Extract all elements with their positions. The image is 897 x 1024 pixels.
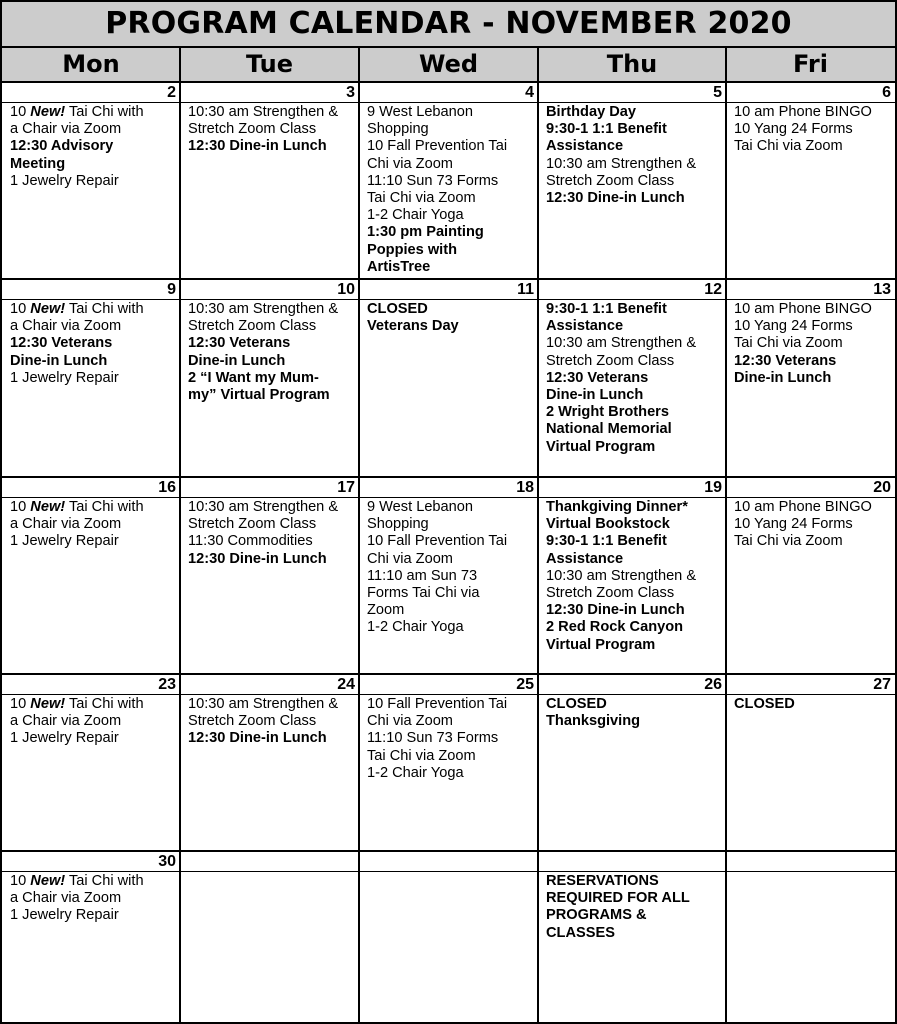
day-number — [538, 852, 726, 872]
event-list — [546, 104, 724, 207]
event-time: 10 — [10, 696, 31, 712]
event-line: 1 Jewelry Repair — [10, 172, 119, 189]
day-cell — [538, 280, 726, 476]
day-cell — [726, 280, 895, 476]
event-line: Thanksgiving — [546, 713, 641, 730]
event-line: 12:30 Dine-in Lunch — [188, 550, 327, 567]
event-line: 12:30 Dine-in Lunch — [546, 602, 685, 619]
event-line: a Chair via Zoom — [10, 121, 122, 138]
event-line: Dine-in Lunch — [10, 352, 108, 369]
day-cell — [538, 852, 726, 1022]
event-line: 12:30 Dine-in Lunch — [188, 730, 327, 747]
event-line: 10:30 am Strengthen & — [546, 567, 697, 584]
day-number: 2 — [2, 83, 180, 103]
day-number: 6 — [726, 83, 895, 103]
event-line: 10 Fall Prevention Tai — [367, 138, 508, 155]
event-list — [188, 301, 357, 404]
event-line: Chi via Zoom — [367, 155, 453, 172]
day-number — [359, 852, 538, 872]
event-line: Tai Chi via Zoom — [367, 747, 476, 764]
column-divider — [725, 48, 727, 1024]
event-line: ArtisTree — [367, 258, 431, 275]
event-line: 10 Fall Prevention Tai — [367, 533, 508, 550]
new-badge: New! — [30, 104, 66, 120]
day-cell — [2, 852, 180, 1022]
event-line: 10:30 am Strengthen & — [188, 499, 339, 515]
event-line: 1:30 pm Painting — [367, 224, 484, 241]
day-cell — [180, 852, 359, 1022]
event-line: 10:30 am Strengthen & — [188, 104, 339, 120]
event-time: 10 — [10, 873, 31, 889]
event-line: 9:30-1 1:1 Benefit — [546, 533, 667, 550]
event-line: 12:30 Dine-in Lunch — [546, 190, 685, 207]
event-line: 12:30 Veterans — [188, 335, 291, 352]
event-line: National Memorial — [546, 421, 672, 438]
event-line: Thankgiving Dinner* — [546, 499, 688, 515]
day-cell — [359, 280, 538, 476]
event-line: 12:30 Veterans — [734, 352, 837, 369]
event-line: Dine-in Lunch — [188, 352, 286, 369]
event-line: Stretch Zoom Class — [188, 318, 317, 335]
day-number: 20 — [726, 478, 895, 498]
event-line: Stretch Zoom Class — [188, 516, 317, 533]
event-line: 10 am Phone BINGO — [734, 104, 872, 120]
event-time: 10 — [10, 301, 31, 317]
event-list — [367, 301, 536, 335]
day-number: 9 — [2, 280, 180, 300]
event-list — [734, 499, 893, 551]
event-line: 1-2 Chair Yoga — [367, 764, 464, 781]
event-list — [188, 696, 357, 748]
event-line: Veterans Day — [367, 318, 459, 335]
event-text: Tai Chi with — [65, 104, 144, 120]
event-line: 10:30 am Strengthen & — [546, 335, 697, 352]
day-header-mon: Mon — [2, 48, 180, 83]
event-line: 11:10 Sun 73 Forms — [367, 730, 499, 747]
day-cell — [359, 675, 538, 850]
event-line: 12:30 Advisory — [10, 138, 114, 155]
day-number: 4 — [359, 83, 538, 103]
day-cell — [538, 675, 726, 850]
event-line: a Chair via Zoom — [10, 890, 122, 907]
event-list — [10, 873, 178, 925]
day-cell — [2, 675, 180, 850]
event-line: PROGRAMS & — [546, 907, 647, 924]
event-list — [367, 499, 536, 637]
event-line: 10:30 am Strengthen & — [188, 301, 339, 317]
event-line: a Chair via Zoom — [10, 713, 122, 730]
event-text: Tai Chi with — [65, 301, 144, 317]
day-cell — [2, 478, 180, 673]
event-list — [10, 104, 178, 190]
event-line: 2 Red Rock Canyon — [546, 619, 684, 636]
column-divider — [537, 48, 539, 1024]
event-line: 2 “I Want my Mum- — [188, 369, 319, 386]
day-number: 27 — [726, 675, 895, 695]
event-time: 10 — [10, 104, 31, 120]
event-list — [546, 499, 724, 654]
event-line: Virtual Bookstock — [546, 516, 670, 533]
day-number — [180, 852, 359, 872]
day-cell — [726, 478, 895, 673]
event-line: 10 Yang 24 Forms — [734, 121, 853, 138]
event-line: 12:30 Dine-in Lunch — [188, 138, 327, 155]
event-line: 9 West Lebanon — [367, 499, 474, 515]
new-badge: New! — [30, 696, 66, 712]
event-line: Virtual Program — [546, 438, 656, 455]
event-list — [546, 873, 724, 942]
event-line: Forms Tai Chi via — [367, 585, 480, 602]
event-list — [188, 499, 357, 568]
event-line: 10 Yang 24 Forms — [734, 516, 853, 533]
event-line: Tai Chi via Zoom — [734, 533, 843, 550]
row-divider — [2, 673, 895, 675]
day-cell — [180, 280, 359, 476]
day-cell — [726, 852, 895, 1022]
event-list — [367, 696, 536, 782]
day-cell — [538, 83, 726, 278]
event-line — [10, 696, 178, 713]
event-line: 2 Wright Brothers — [546, 404, 669, 421]
day-header-thu: Thu — [538, 48, 726, 83]
day-cell — [359, 478, 538, 673]
event-time: 10 — [10, 499, 31, 515]
event-line: Meeting — [10, 155, 66, 172]
event-line: Stretch Zoom Class — [546, 172, 675, 189]
row-divider — [2, 81, 895, 83]
day-number: 19 — [538, 478, 726, 498]
event-list — [367, 104, 536, 276]
event-line: CLOSED — [734, 696, 795, 712]
event-line: my” Virtual Program — [188, 387, 330, 404]
event-text: Tai Chi with — [65, 499, 144, 515]
day-cell — [726, 675, 895, 850]
event-list — [734, 696, 893, 713]
new-badge: New! — [30, 301, 66, 317]
event-line — [10, 301, 178, 318]
event-line — [10, 499, 178, 516]
day-cell — [538, 478, 726, 673]
event-line: Shopping — [367, 121, 429, 138]
event-line: 1 Jewelry Repair — [10, 907, 119, 924]
event-line: CLOSED — [546, 696, 607, 712]
event-line: Chi via Zoom — [367, 713, 453, 730]
event-list — [10, 696, 178, 748]
event-text: Tai Chi with — [65, 696, 144, 712]
event-list — [10, 301, 178, 387]
event-line: Poppies with — [367, 241, 457, 258]
event-list — [734, 301, 893, 387]
event-line: Tai Chi via Zoom — [367, 190, 476, 207]
event-line: 11:10 Sun 73 Forms — [367, 172, 499, 189]
calendar-title: PROGRAM CALENDAR - NOVEMBER 2020 — [2, 2, 895, 48]
event-line: Stretch Zoom Class — [188, 121, 317, 138]
event-list — [546, 301, 724, 456]
event-line: Birthday Day — [546, 104, 637, 120]
event-line: REQUIRED FOR ALL — [546, 890, 690, 907]
event-line: a Chair via Zoom — [10, 516, 122, 533]
day-number: 5 — [538, 83, 726, 103]
row-divider — [2, 278, 895, 280]
event-line: 10 am Phone BINGO — [734, 499, 872, 515]
day-number: 17 — [180, 478, 359, 498]
event-line: 9:30-1 1:1 Benefit — [546, 301, 667, 317]
day-number: 26 — [538, 675, 726, 695]
event-line: Stretch Zoom Class — [546, 585, 675, 602]
day-number: 30 — [2, 852, 180, 872]
event-line: CLOSED — [367, 301, 428, 317]
event-line: Shopping — [367, 516, 429, 533]
event-line: 11:30 Commodities — [188, 533, 313, 550]
day-number: 18 — [359, 478, 538, 498]
event-line: Dine-in Lunch — [546, 387, 644, 404]
event-list — [546, 696, 724, 730]
day-number: 23 — [2, 675, 180, 695]
event-line: CLASSES — [546, 924, 615, 941]
day-cell — [359, 83, 538, 278]
day-header-fri: Fri — [726, 48, 895, 83]
day-number: 25 — [359, 675, 538, 695]
event-line: Assistance — [546, 318, 624, 335]
event-line — [10, 873, 178, 890]
event-line: a Chair via Zoom — [10, 318, 122, 335]
day-header-wed: Wed — [359, 48, 538, 83]
event-text: Tai Chi with — [65, 873, 144, 889]
day-number: 24 — [180, 675, 359, 695]
day-cell — [180, 478, 359, 673]
column-divider — [179, 48, 181, 1024]
event-line — [10, 104, 178, 121]
day-cell — [359, 852, 538, 1022]
event-line: 1 Jewelry Repair — [10, 369, 119, 386]
day-number: 3 — [180, 83, 359, 103]
day-cell — [2, 83, 180, 278]
new-badge: New! — [30, 499, 66, 515]
event-line: 9 West Lebanon — [367, 104, 474, 120]
day-number: 11 — [359, 280, 538, 300]
day-cell — [180, 83, 359, 278]
day-number: 16 — [2, 478, 180, 498]
new-badge: New! — [30, 873, 66, 889]
event-line: 1-2 Chair Yoga — [367, 207, 464, 224]
event-line: 9:30-1 1:1 Benefit — [546, 121, 667, 138]
event-line: Zoom — [367, 602, 405, 619]
event-list — [734, 104, 893, 156]
event-line: RESERVATIONS — [546, 873, 659, 889]
event-line: Tai Chi via Zoom — [734, 335, 843, 352]
day-header-tue: Tue — [180, 48, 359, 83]
row-divider — [2, 850, 895, 852]
event-line: 1 Jewelry Repair — [10, 730, 119, 747]
event-list — [188, 104, 357, 156]
event-line: 12:30 Veterans — [546, 369, 649, 386]
day-number — [726, 852, 895, 872]
event-line: 10:30 am Strengthen & — [188, 696, 339, 712]
day-cell — [2, 280, 180, 476]
event-line: Virtual Program — [546, 636, 656, 653]
day-number: 10 — [180, 280, 359, 300]
event-line: Stretch Zoom Class — [188, 713, 317, 730]
day-number: 12 — [538, 280, 726, 300]
day-number: 13 — [726, 280, 895, 300]
day-cell — [726, 83, 895, 278]
event-line: 10:30 am Strengthen & — [546, 155, 697, 172]
event-line: 11:10 am Sun 73 — [367, 567, 478, 584]
column-divider — [358, 48, 360, 1024]
event-line: Assistance — [546, 138, 624, 155]
event-line: Chi via Zoom — [367, 550, 453, 567]
event-line: 10 am Phone BINGO — [734, 301, 872, 317]
row-divider — [2, 476, 895, 478]
event-line: Stretch Zoom Class — [546, 352, 675, 369]
event-list — [10, 499, 178, 551]
event-line: Dine-in Lunch — [734, 369, 832, 386]
day-cell — [180, 675, 359, 850]
event-line: 1-2 Chair Yoga — [367, 619, 464, 636]
event-line: Tai Chi via Zoom — [734, 138, 843, 155]
event-line: 10 Yang 24 Forms — [734, 318, 853, 335]
event-line: 1 Jewelry Repair — [10, 533, 119, 550]
event-line: 10 Fall Prevention Tai — [367, 696, 508, 712]
event-line: 12:30 Veterans — [10, 335, 113, 352]
event-line: Assistance — [546, 550, 624, 567]
